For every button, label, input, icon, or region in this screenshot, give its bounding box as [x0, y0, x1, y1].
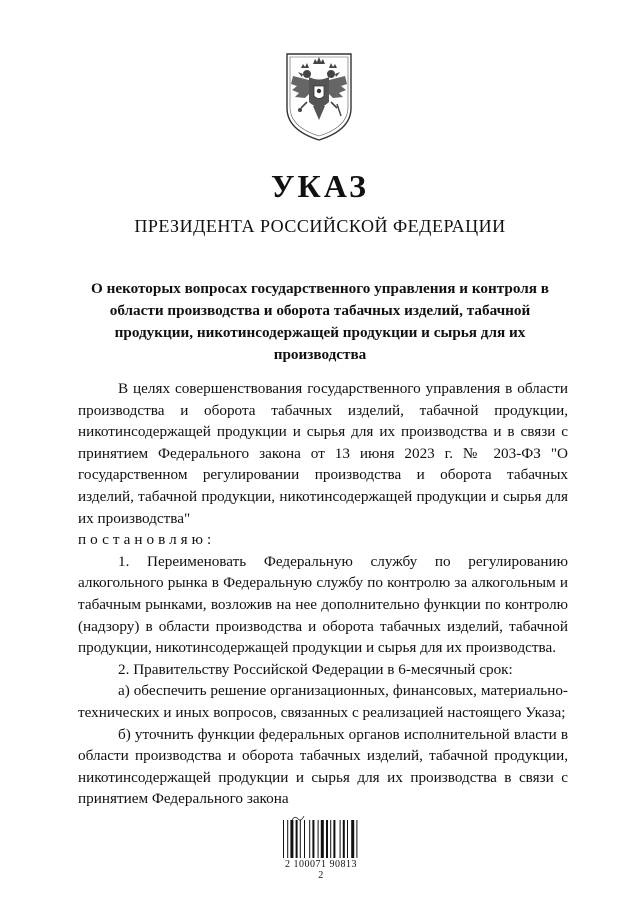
decree-heading: О некоторых вопросах государственного управления и контроля в области производства и оборота табачных изделий, табачной продукции, никотинсодержащей продукции и сырья для их производства	[91, 280, 549, 363]
document-title: УКАЗ	[271, 168, 369, 204]
document-subtitle: ПРЕЗИДЕНТА РОССИЙСКОЙ ФЕДЕРАЦИИ	[134, 216, 506, 236]
barcode-number: 2 100071 90813 2	[285, 859, 357, 881]
preamble-paragraph: В целях совершенствования государственного управления в области производства и оборота табачных изделий, табачной продукции, никотинсодержащей продукции и сырья для их производства и в связи с принятием Федерального закона от 13 июня 2023 г. № 203-ФЗ "О государственном регулировании производства и оборота табачных изделий, табачной продукции, никотинсодержащей продукции и сырья для их производства"	[78, 380, 568, 527]
barcode	[281, 820, 361, 881]
item-2-paragraph: 2. Правительству Российской Федерации в 6-месячный срок:	[118, 660, 513, 678]
item-2b-paragraph: б) уточнить функции федеральных органов исполнительной власти в области производства и оборота табачных изделий, табачной продукции, никотинсодержащей продукции и сырья для их производства в связи с принятием Федерального закона	[78, 725, 568, 808]
decree-word: постановляю:	[78, 531, 216, 549]
barcode-lines	[281, 820, 361, 858]
barcode-mark-icon	[291, 814, 305, 824]
coat-of-arms-emblem	[283, 50, 355, 142]
item-1-paragraph: 1. Переименовать Федеральную службу по регулированию алкогольного рынка в Федеральную службу по контролю за алкогольным и табачным рынками, возложив на нее дополнительно функции по контролю (надзору) в области производства и оборота табачных изделий, табачной продукции, никотинсодержащей продукции и сырья для их производства.	[78, 552, 568, 657]
decree-body	[78, 378, 568, 810]
item-2a-paragraph: а) обеспечить решение организационных, финансовых, материально-технических и иных вопросов, связанных с реализацией настоящего Указа;	[78, 682, 568, 721]
